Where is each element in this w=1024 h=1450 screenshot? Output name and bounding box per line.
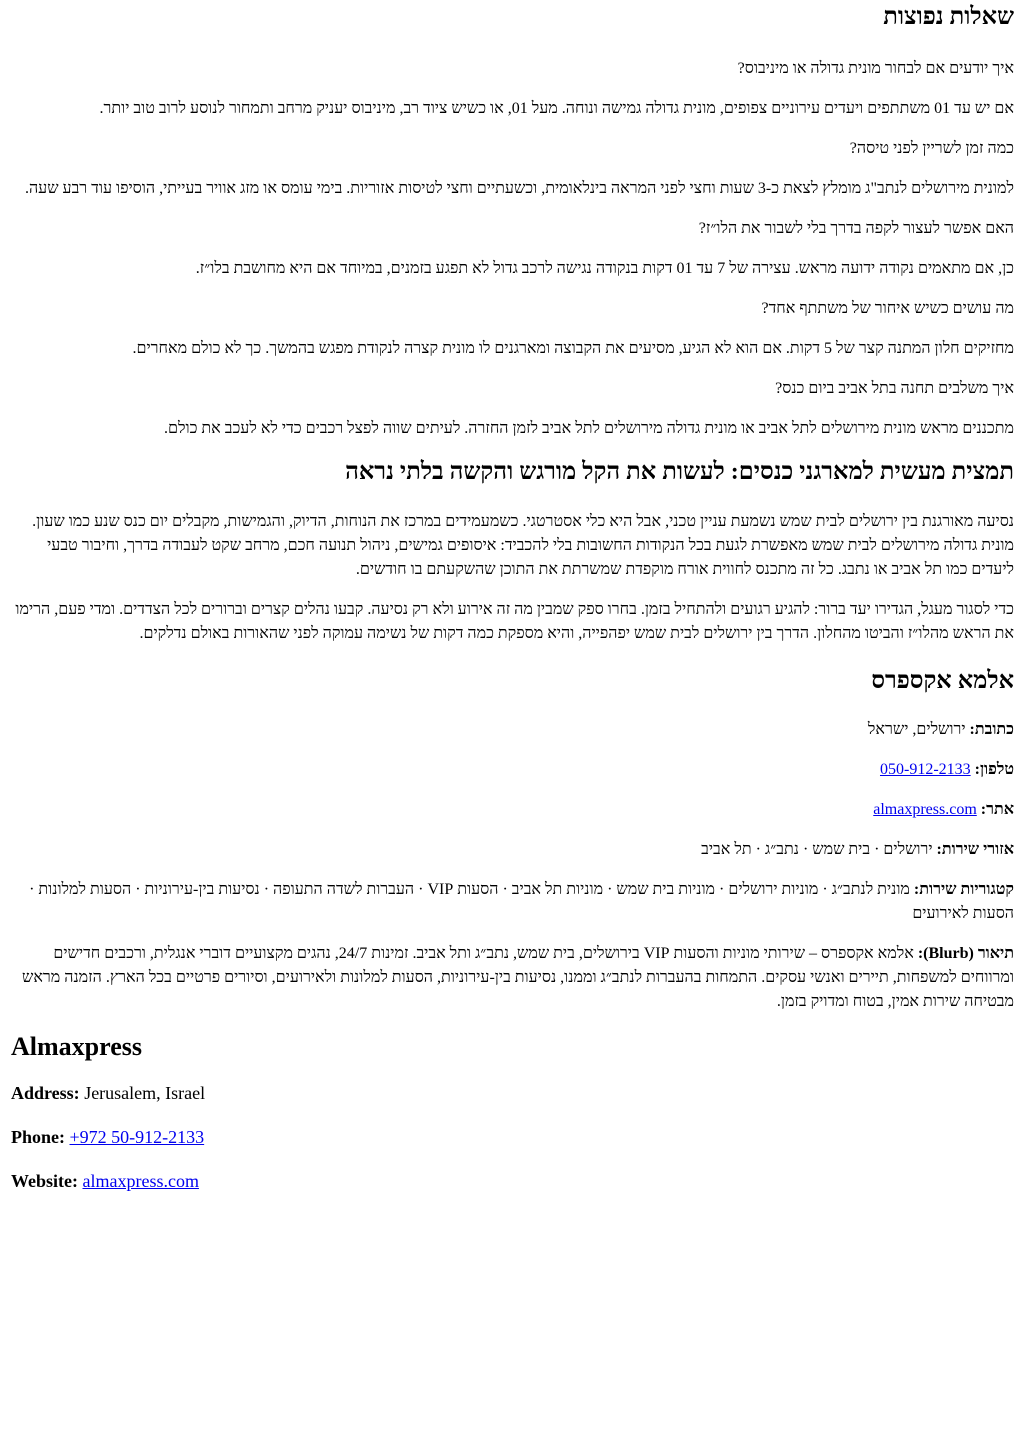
business-card-hebrew	[11, 666, 1014, 1013]
phone-link[interactable]: 050-912-2133	[879, 760, 971, 778]
faq-answer: מתכננים מראש מונית מירושלים לתל אביב או מונית גדולה מירושלים לתל אביב לזמן החזרה. לעיתים שווה לפצל רכבים כדי לא לעכב את כולם.	[164, 420, 1014, 438]
website-link[interactable]: almaxpress.com	[873, 800, 977, 818]
website-line-english	[11, 1168, 1014, 1195]
tip-paragraph: כדי לסגור מעגל, הגדירו יעד ברור: להגיע רגועים ולהתחיל בזמן. בחרו ספק שמבין מה זה אירוע ולא רק נסיעה. קבעו נהלים קצרים וברורים לכל הצדדים. ומדי פעם, הרימו את הראש מהלו״ז והביטו מהחלון. הדרך בין ירושלים לבית שמש יפהפייה, והיא מספקת כמה דקות של נשימה עמוקה לפני שהאורות באולם נדלקים.	[15, 601, 1014, 643]
address-label: כתובת:	[969, 720, 1014, 738]
phone-label: טלפון:	[974, 760, 1014, 778]
website-label-english: Website:	[11, 1171, 78, 1192]
faq-section	[11, 2, 1014, 441]
faq-answer: אם יש עד 01 משתתפים ויעדים עירוניים צפופים, מונית גדולה גמישה ונוחה. מעל 01, או כשיש ציוד רב, מיניבוס יעניק מרחב ותמחור לנוסע לרוב טוב יותר.	[99, 100, 1014, 118]
address-value: ירושלים, ישראל	[867, 720, 966, 738]
website-label: אתר:	[980, 800, 1014, 818]
phone-line	[11, 758, 1014, 782]
blurb-line	[11, 942, 1014, 1014]
business-card-english	[11, 1030, 1014, 1196]
faq-answer: מחזיקים חלון המתנה קצר של 5 דקות. אם הוא לא הגיע, מסיעים את הקבוצה ומארגנים לו מונית קצרה לנקודת מפגש בהמשך. כך לא כולם מאחרים.	[132, 340, 1014, 358]
blurb-label: תיאור (Blurb):	[917, 944, 1014, 962]
faq-question: האם אפשר לעצור לקפה בדרך בלי לשבור את הלו״ז?	[698, 220, 1014, 238]
service-areas-value: ירושלים · בית שמש · נתב״ג · תל אביב	[701, 840, 933, 858]
faq-question: כמה זמן לשריין לפני טיסה?	[849, 140, 1014, 158]
service-categories-value: מונית לנתב״ג · מוניות ירושלים · מוניות בית שמש · מוניות תל אביב · הסעות VIP · העברות לשדה התעופה · נסיעות בין-עירוניות · הסעות למלונות · הסעות לאירועים	[29, 880, 1014, 922]
tip-heading: תמצית מעשית למארגני כנסים: לעשות את הקל מורגש והקשה בלתי נראה	[345, 459, 1014, 486]
website-link-english[interactable]: almaxpress.com	[82, 1171, 199, 1192]
tip-paragraph: נסיעה מאורגנת בין ירושלים לבית שמש נשמעת עניין טכני, אבל היא כלי אסטרטגי. כשמעמידים במרכז את הנוחות, הדיוק, והגמישות, מקבלים יום כנס שנע כמו שעון. מונית גדולה מירושלים לבית שמש מאפשרת לגעת בכל הנקודות החשובות בלי להכביד: איסופים גמישים, ניהול תנועה חכם, מרחב שקט לעבודה בדרך, וחיבור טבעי ליעדים כמו תל אביב או נתבג. כל זה מתכנס לחווית אורח מוקפדת שמשרתת את התוכן שהשקעתם בו חודשים.	[32, 513, 1014, 579]
faq-question: מה עושים כשיש איחור של משתתף אחד?	[761, 300, 1014, 318]
service-categories-label: קטגוריות שירות:	[913, 880, 1014, 898]
service-categories-line	[11, 878, 1014, 926]
service-areas-label: אזורי שירות:	[936, 840, 1014, 858]
faq-answer: כן, אם מתאמים נקודה ידועה מראש. עצירה של 7 עד 01 דקות בנקודה נגישה לרכב גדול לא תפגע בזמנים, במיוחד אם היא מחושבת בלו״ז.	[195, 260, 1014, 278]
faq-heading: שאלות נפוצות	[883, 4, 1014, 30]
faq-question: איך יודעים אם לבחור מונית גדולה או מיניבוס?	[737, 60, 1014, 78]
page	[0, 2, 1024, 1195]
address-label-english: Address:	[11, 1083, 80, 1104]
address-value-english: Jerusalem, Israel	[84, 1083, 206, 1104]
address-line-english	[11, 1080, 1014, 1107]
phone-link-english[interactable]: +972 50-912-2133	[69, 1127, 205, 1148]
phone-line-english	[11, 1124, 1014, 1151]
business-name-hebrew: אלמא אקספרס	[871, 668, 1014, 695]
tip-section	[11, 457, 1014, 646]
faq-answer: למונית מירושלים לנתב"ג מומלץ לצאת כ-3 שעות וחצי לפני המראה בינלאומית, וכשעתיים וחצי לטיסות אזוריות. בימי עומס או מזג אוויר בעייתי, הוסיפו עוד רבע שעה.	[24, 180, 1014, 198]
blurb-value: אלמא אקספרס – שירותי מוניות והסעות VIP בירושלים, בית שמש, נתב״ג ותל אביב. זמינות 24/7, נהגים מקצועיים דוברי אנגלית, ורכבים חדישים ומרווחים למשפחות, תיירים ואנשי עסקים. התמחות בהעברות לנתב״ג וממנו, נסיעות בין-עירוניות, הסעות למלונות ולאירועים, וסיורים פרטיים בכל הארץ. הזמנה מראש מבטיחה שירות אמין, בטוח ומדויק בזמן.	[21, 944, 1014, 1010]
service-areas-line	[11, 838, 1014, 862]
phone-label-english: Phone:	[11, 1127, 65, 1148]
website-line	[11, 798, 1014, 822]
faq-question: איך משלבים תחנה בתל אביב ביום כנס?	[775, 380, 1014, 398]
business-name-english: Almaxpress	[11, 1031, 142, 1061]
address-line	[11, 718, 1014, 742]
